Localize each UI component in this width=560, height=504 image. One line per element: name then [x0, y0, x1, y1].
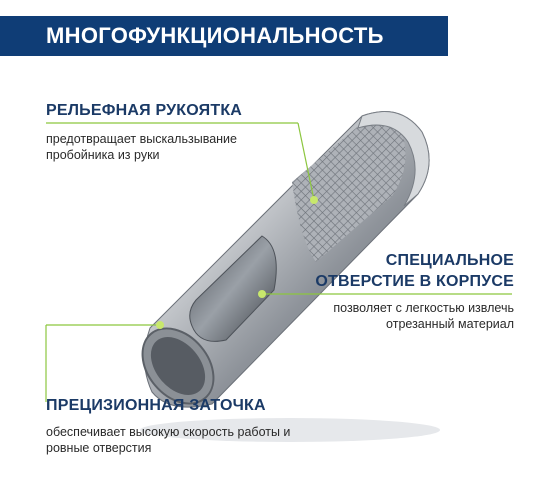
banner-title: МНОГОФУНКЦИОНАЛЬНОСТЬ	[46, 23, 384, 48]
grip-callout-dot	[310, 196, 318, 204]
feature-edge-heading: ПРЕЦИЗИОННАЯ ЗАТОЧКА	[46, 397, 266, 414]
feature-edge-description: обеспечивает высокую скорость работы и ровные отверстия	[46, 425, 291, 455]
feature-grip-description: предотвращает выскальзывание пробойника из руки	[46, 132, 237, 162]
window-callout-dot	[258, 290, 266, 298]
feature-window-heading-line1: СПЕЦИАЛЬНОЕ	[385, 252, 514, 269]
feature-window-heading-line2: ОТВЕРСТИЕ В КОРПУСЕ	[315, 273, 514, 290]
feature-grip-heading: РЕЛЬЕФНАЯ РУКОЯТКА	[46, 102, 243, 119]
feature-window-heading	[315, 250, 514, 292]
feature-window-description: позволяет с легкостью извлечь отрезанный материал	[333, 301, 514, 331]
edge-callout-dot	[156, 321, 164, 329]
